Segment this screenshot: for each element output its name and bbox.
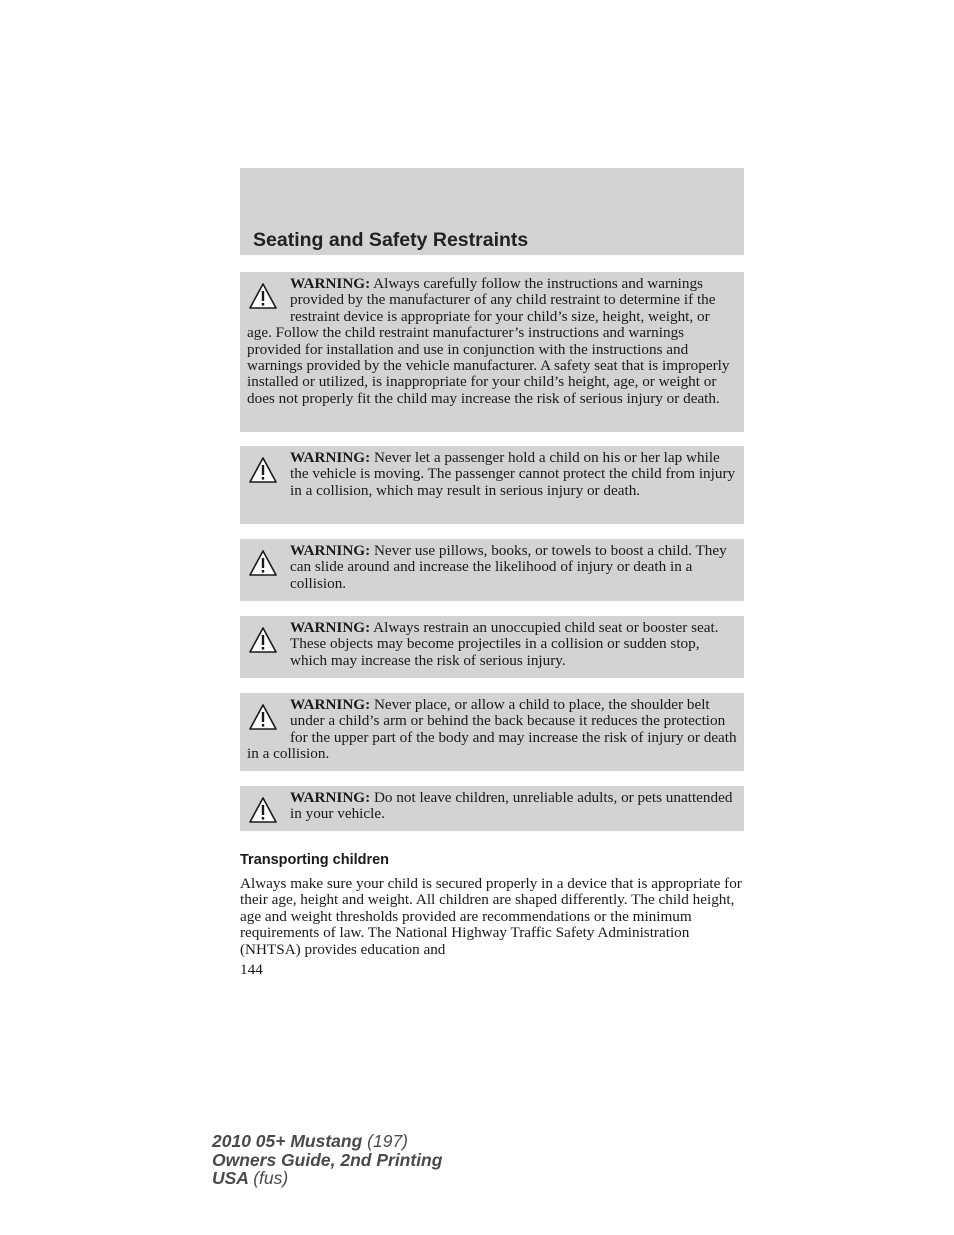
warning-box-3 — [240, 539, 744, 601]
footer-line-1 — [212, 1132, 442, 1151]
footer-line-2: Owners Guide, 2nd Printing — [212, 1149, 443, 1170]
warning-triangle-icon — [248, 549, 278, 577]
page-number: 144 — [240, 961, 263, 978]
warning-triangle-icon — [248, 703, 278, 731]
warning-triangle-icon — [248, 626, 278, 654]
warning-text: Always carefully follow the instructions and warnings provided by the manufacturer of any child restraint to determine if the restraint device is appropriate for your child’s size, height, weight, or age. Follow the child restraint manufacturer’s instructions and warnings provided for installation and use in conjunction with the instructions and warnings provided by the vehicle manufacturer. A safety seat that is improperly installed or utilized, is inappropriate for your child’s height, age, or weight or does not properly fit the child may increase the risk of serious injury or death. — [247, 275, 730, 407]
warning-label: WARNING: — [290, 789, 371, 806]
warning-box-4 — [240, 616, 744, 678]
section-header-band — [240, 168, 744, 255]
warning-triangle-icon — [248, 282, 278, 310]
warning-text: Do not leave children, unreliable adults, or pets unattended in your vehicle. — [290, 789, 733, 823]
warning-box-5 — [240, 693, 744, 771]
warning-box-1 — [240, 272, 744, 432]
footer-model-code: (197) — [367, 1131, 409, 1151]
warning-triangle-icon — [248, 796, 278, 824]
footer — [212, 1132, 442, 1188]
warning-label: WARNING: — [290, 619, 371, 636]
warning-box-6 — [240, 786, 744, 831]
warning-text: Never let a passenger hold a child on his or her lap while the vehicle is moving. The passenger cannot protect the child from injury in a collision, which may result in serious injury or death. — [290, 449, 736, 499]
footer-model: 2010 05+ Mustang — [212, 1131, 363, 1151]
footer-market: USA — [212, 1168, 249, 1188]
section-title: Seating and Safety Restraints — [253, 229, 529, 251]
footer-line-3 — [212, 1169, 442, 1188]
warning-text: Never place, or allow a child to place, the shoulder belt under a child’s arm or behind the back because it reduces the protection for the upper part of the body and may increase the risk of injury or death in a collision. — [247, 696, 737, 763]
warning-box-2 — [240, 446, 744, 524]
section-heading: Transporting children — [240, 852, 390, 868]
warning-text: Never use pillows, books, or towels to boost a child. They can slide around and increase the likelihood of injury or death in a collision. — [290, 542, 727, 592]
warning-label: WARNING: — [290, 696, 371, 713]
warning-triangle-icon — [248, 456, 278, 484]
warning-label: WARNING: — [290, 275, 371, 292]
footer-market-code: (fus) — [253, 1168, 289, 1188]
body-paragraph: Always make sure your child is secured properly in a device that is appropriate for their age, height and weight. All children are shaped differently. The child height, age and weight thresholds provided are recommendations or the minimum requirements of law. The National Highway Traffic Safety Administration (NHTSA) provides education and — [240, 875, 742, 958]
warning-label: WARNING: — [290, 449, 371, 466]
warning-text: Always restrain an unoccupied child seat or booster seat. These objects may become projectiles in a collision or sudden stop, which may increase the risk of serious injury. — [290, 619, 719, 669]
warning-label: WARNING: — [290, 542, 371, 559]
